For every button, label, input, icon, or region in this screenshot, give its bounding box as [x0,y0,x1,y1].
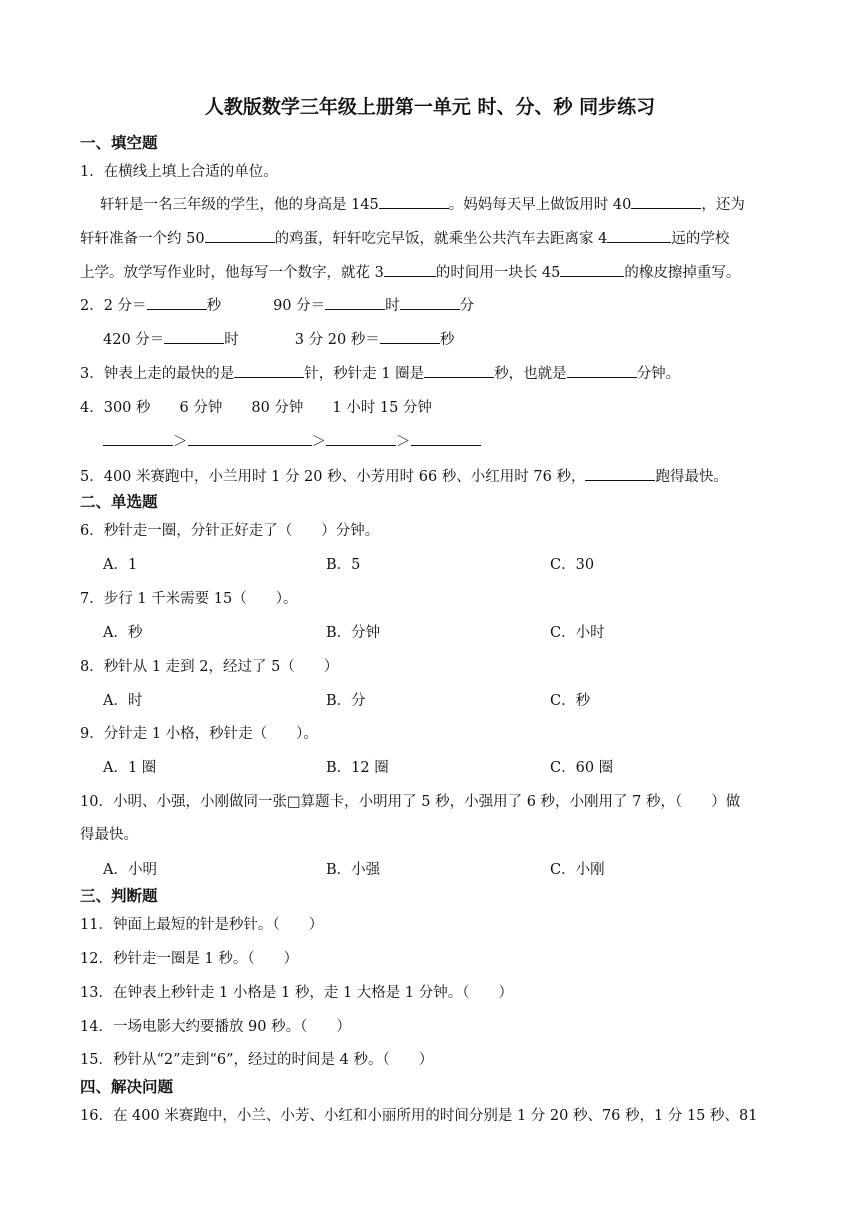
question-7-stem: 7．步行 1 千米需要 15（ ）。 [80,591,298,607]
question-10-stem-line-2: 得最快。 [80,827,138,843]
question-1-stem: 1．在横线上填上合适的单位。 [80,164,278,180]
answer-blank[interactable] [380,328,440,344]
question-9-option-b[interactable]: B．12 圈 [326,760,389,776]
answer-blank[interactable] [567,362,637,378]
question-14: 14．一场电影大约要播放 90 秒。（ ） [80,1019,351,1035]
question-7-option-b[interactable]: B．分钟 [326,625,381,641]
question-1-line-3: 上学。放学写作业时，他每写一个数字，就花 3 的时间用一块长 45 的橡皮擦掉重写。 [80,261,740,282]
question-3: 3．钟表上走的最快的是 针，秒针走 1 圈是 秒，也就是 分钟。 [80,362,680,383]
answer-blank[interactable] [188,430,312,446]
page-title: 人教版数学三年级上册第一单元 时、分、秒 同步练习 [204,96,656,118]
question-2-line-1: 2．2 分＝ 秒 90 分＝ 时 分 [80,294,474,315]
section-heading-fill-in: 一、填空题 [80,134,158,152]
answer-blank[interactable] [411,430,481,446]
answer-blank[interactable] [164,328,224,344]
question-7-option-a[interactable]: A．秒 [103,625,143,641]
question-9-stem: 9．分针走 1 小格，秒针走（ ）。 [80,726,318,742]
question-10-option-b[interactable]: B．小强 [326,862,381,878]
answer-blank[interactable] [326,430,396,446]
question-6-stem: 6．秒针走一圈，分针正好走了（ ）分钟。 [80,523,380,539]
answer-blank[interactable] [607,227,671,243]
answer-blank[interactable] [384,261,436,277]
answer-blank[interactable] [424,362,494,378]
question-6-option-c[interactable]: C．30 [550,557,595,573]
question-12: 12．秒针走一圈是 1 秒。（ ） [80,951,299,967]
section-heading-true-false: 三、判断题 [80,887,158,905]
question-10-stem-line-1: 10．小明、小强，小刚做同一张□算题卡，小明用了 5 秒，小强用了 6 秒，小刚用了 7 秒，（ ）做 [80,794,741,810]
question-15: 15．秒针从“2”走到“6”，经过的时间是 4 秒。（ ） [80,1052,434,1068]
question-8-stem: 8．秒针从 1 走到 2，经过了 5（ ） [80,659,339,675]
question-9-option-a[interactable]: A．1 圈 [103,760,157,776]
answer-blank[interactable] [234,362,304,378]
question-5: 5．400 米赛跑中，小兰用时 1 分 20 秒、小芳用时 66 秒、小红用时 76 秒， 跑得最快。 [80,465,728,486]
answer-blank[interactable] [205,227,275,243]
question-6-option-b[interactable]: B．5 [326,557,361,573]
question-6-option-a[interactable]: A．1 [103,557,138,573]
answer-blank[interactable] [560,261,624,277]
question-9-option-c[interactable]: C．60 圈 [550,760,614,776]
question-13: 13．在钟表上秒针走 1 小格是 1 秒，走 1 大格是 1 分钟。（ ） [80,985,513,1001]
answer-blank[interactable] [147,294,207,310]
answer-blank[interactable] [585,465,655,481]
answer-blank[interactable] [103,430,173,446]
section-heading-problem-solving: 四、解决问题 [80,1078,174,1096]
question-1-line-1: 轩轩是一名三年级的学生，他的身高是 145 。妈妈每天早上做饭用时 40 ，还为 [100,193,745,214]
question-10-option-c[interactable]: C．小刚 [550,862,605,878]
question-7-option-c[interactable]: C．小时 [550,625,605,641]
answer-blank[interactable] [400,294,460,310]
question-8-option-a[interactable]: A．时 [103,693,143,709]
question-2-line-2: 420 分＝ 时 3 分 20 秒＝ 秒 [103,328,454,349]
section-heading-single-choice: 二、单选题 [80,493,158,511]
question-4-order: ＞ ＞ ＞ [103,430,481,451]
question-11: 11．钟面上最短的针是秒针。（ ） [80,917,324,933]
answer-blank[interactable] [325,294,385,310]
answer-blank[interactable] [379,193,449,209]
question-8-option-b[interactable]: B．分 [326,693,366,709]
question-1-line-2: 轩轩准备一个约 50 的鸡蛋，轩轩吃完早饭，就乘坐公共汽车去距离家 4 远的学校 [80,227,729,248]
answer-blank[interactable] [631,193,701,209]
question-16: 16．在 400 米赛跑中，小兰、小芳、小红和小丽所用的时间分别是 1 分 20 秒、76 秒，1 分 15 秒、81 [80,1108,758,1124]
question-8-option-c[interactable]: C．秒 [550,693,591,709]
question-4-items: 4．300 秒 6 分钟 80 分钟 1 小时 15 分钟 [80,400,432,416]
question-10-option-a[interactable]: A．小明 [103,862,157,878]
